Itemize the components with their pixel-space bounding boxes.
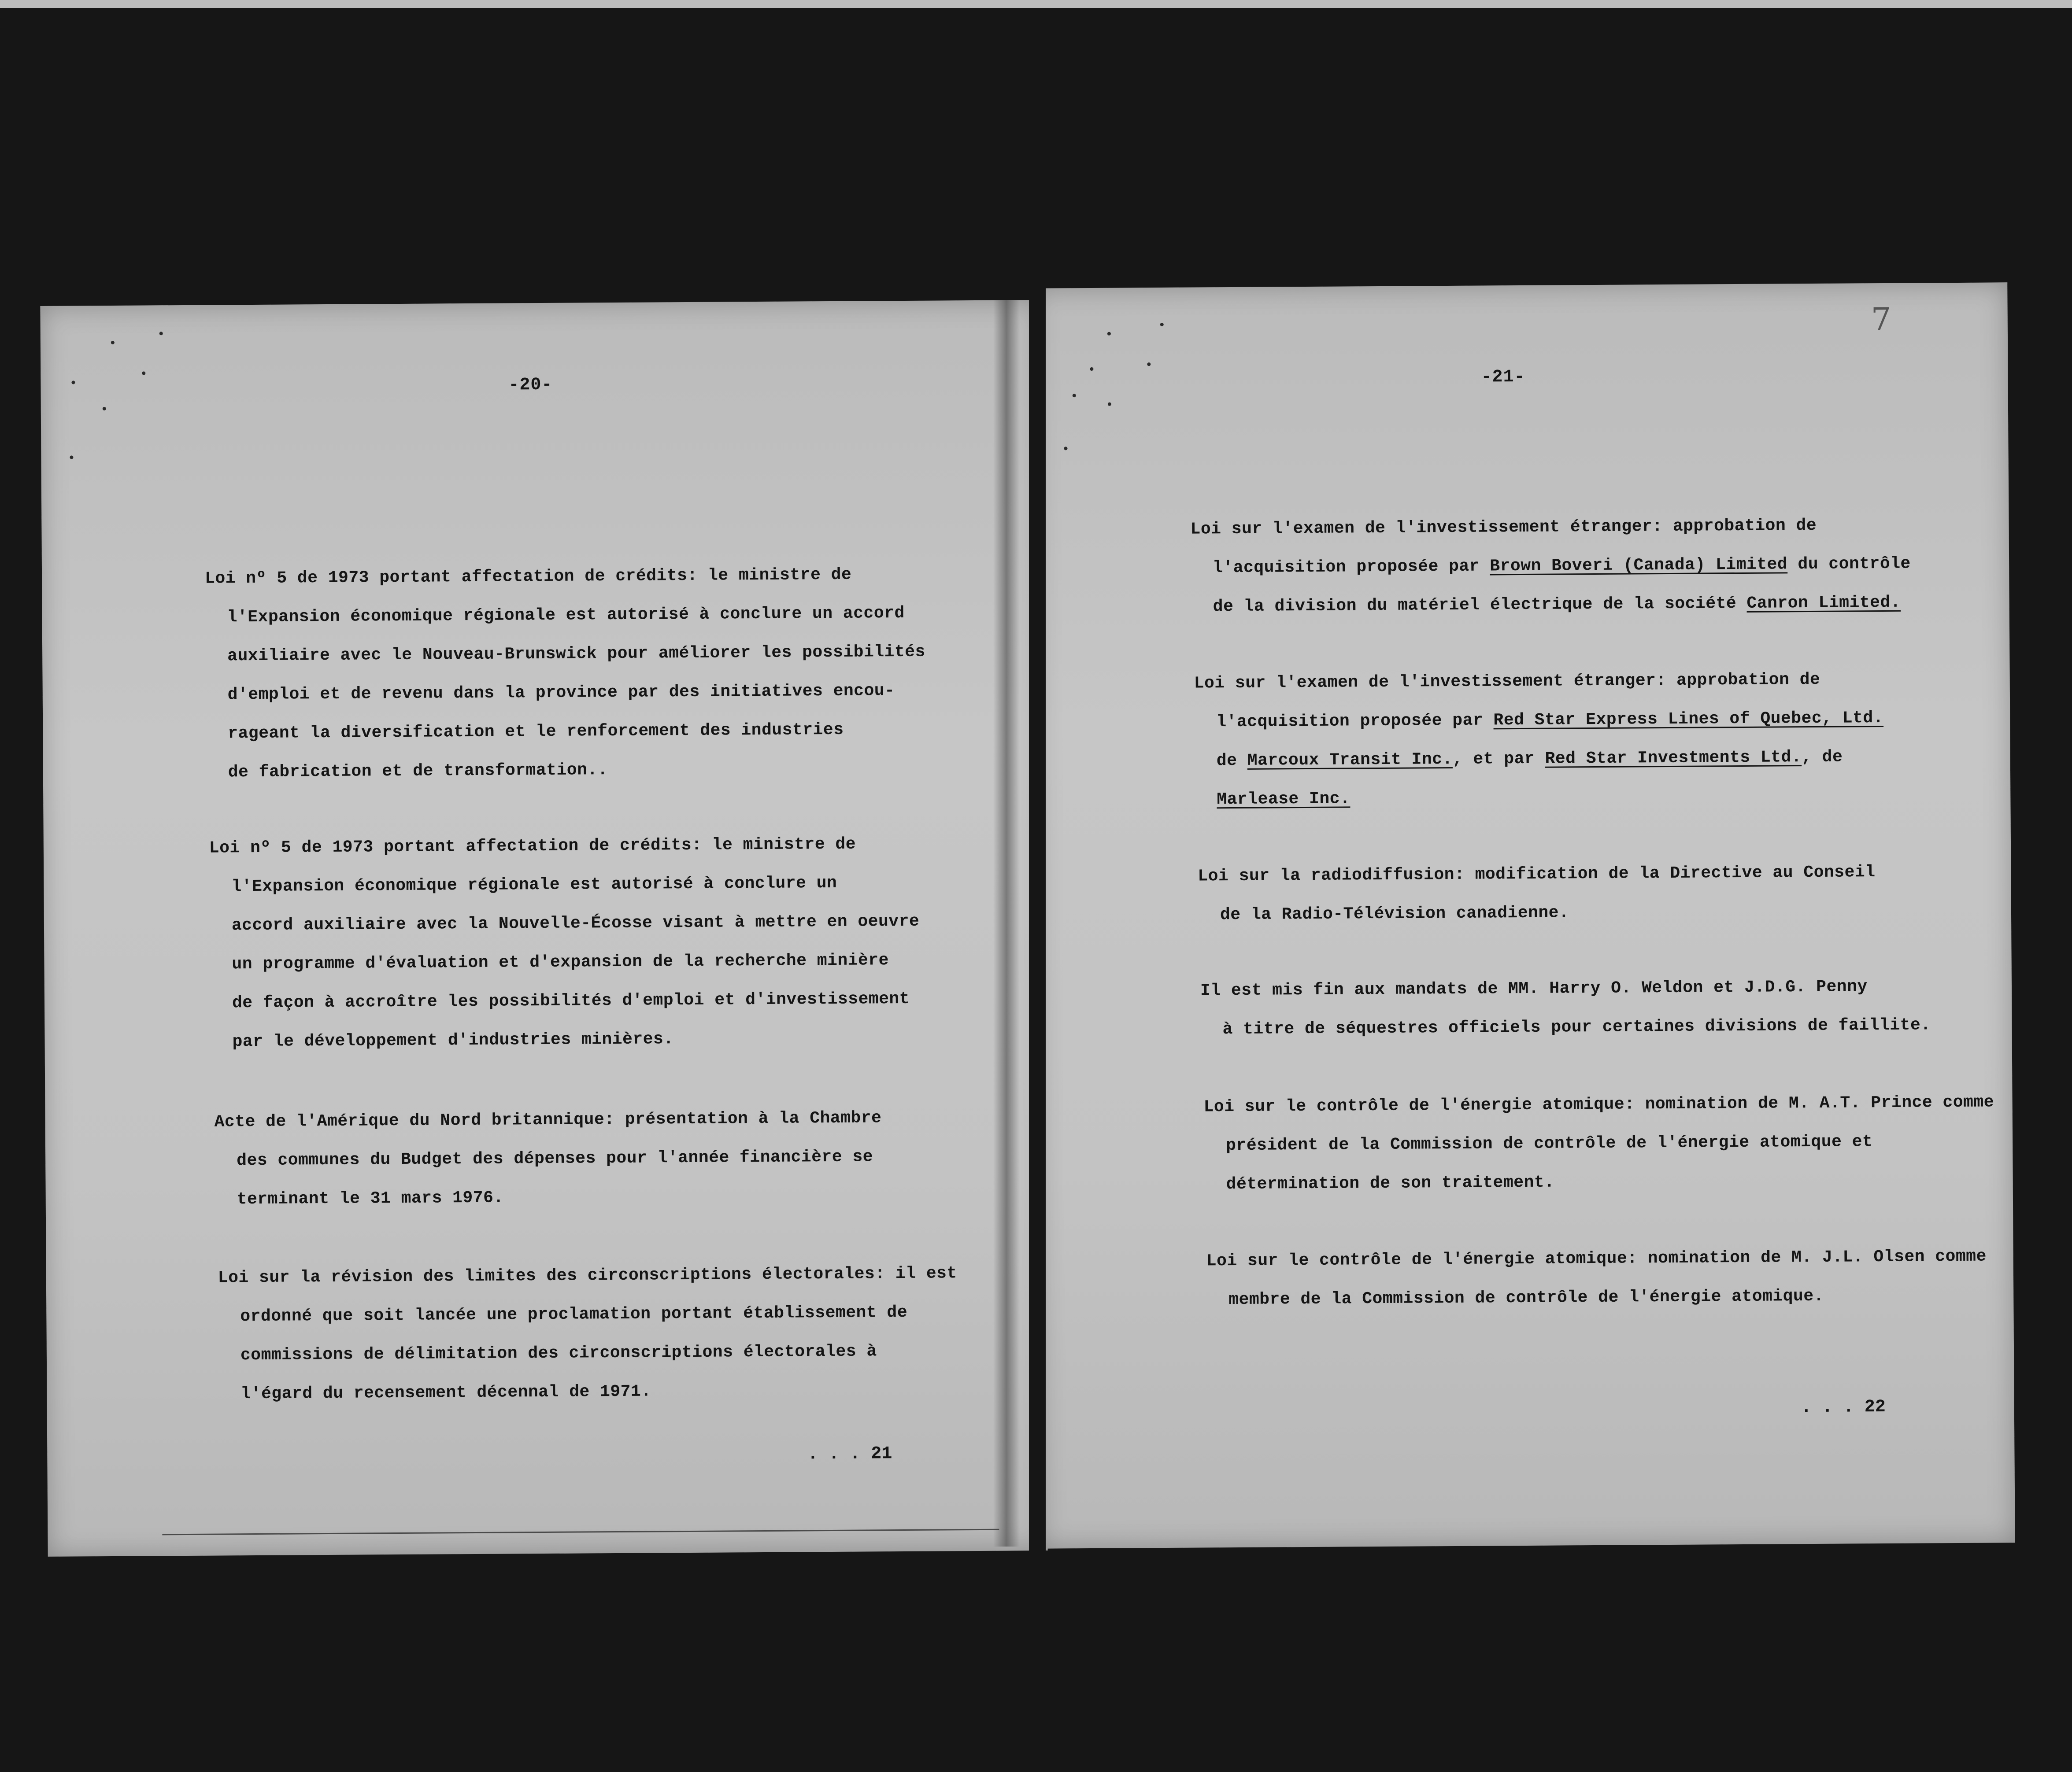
text-line: l'Expansion économique régionale est autorisé à conclure un [231,873,837,897]
underlined-name: Canron Limited. [1746,593,1901,613]
page-number: -21- [1481,367,1525,388]
text-line: à titre de séquestres officiels pour certaines divisions de faillite. [1222,1015,1931,1039]
text-line [1217,789,1350,809]
text-line: l'égard du recensement décennal de 1971. [240,1382,651,1404]
text-line: membre de la Commission de contrôle de l'énergie atomique. [1228,1286,1824,1310]
speck [1147,362,1151,366]
page-seam [1029,285,1046,1554]
film-edge [0,0,2072,8]
text-line: Acte de l'Amérique du Nord britannique: présentation à la Chambre [214,1108,882,1132]
text-line: un programme d'évaluation et d'expansion de la recherche minière [232,951,889,974]
handwritten-mark: 7 [1871,300,1891,338]
text-line: de fabrication et de transformation.. [228,760,608,782]
text-line: Loi nº 5 de 1973 portant affectation de crédits: le ministre de [205,565,852,588]
speck [142,372,145,375]
text-line: Loi nº 5 de 1973 portant affectation de crédits: le ministre de [209,834,856,858]
binding-shadow [993,300,1020,1547]
underlined-name: Brown Boveri (Canada) Limited [1490,555,1788,576]
text-line: Loi sur la révision des limites des circonscriptions électorales: il est [218,1264,957,1288]
underlined-name: Marcoux Transit Inc. [1247,749,1453,770]
text-line: l'Expansion économique régionale est autorisé à conclure un accord [227,603,905,627]
text-line: Loi sur l'examen de l'investissement étranger: approbation de [1194,670,1820,693]
page-number: -20- [508,375,553,395]
speck [1160,323,1164,326]
speck [70,456,73,459]
text-line: des communes du Budget des dépenses pour l'année financière se [237,1147,873,1170]
text-line: détermination de son traitement. [1226,1173,1555,1194]
speck [1073,394,1076,397]
text-line: rageant la diversification et le renforcement des industries [228,720,844,743]
underlined-name: Red Star Investments Ltd. [1545,748,1802,768]
text-line: ordonné que soit lancée une proclamation portant établissement de [240,1303,908,1326]
text-line: Loi sur le contrôle de l'énergie atomique: nomination de M. J.L. Olsen comme [1206,1247,1987,1271]
text-line: commissions de délimitation des circonscriptions électorales à [240,1342,877,1365]
text-line: Loi sur le contrôle de l'énergie atomique: nomination de M. A.T. Prince comme [1203,1093,1994,1117]
text-line: accord auxiliaire avec la Nouvelle-Écosse visant à mettre en oeuvre [231,912,920,935]
text-line: Il est mis fin aux mandats de MM. Harry O. Weldon et J.D.G. Penny [1200,977,1868,1000]
text-line: de la Radio-Télévision canadienne. [1220,903,1569,925]
speck [1064,447,1067,450]
speck [159,332,163,335]
text-line: par le développement d'industries minières. [232,1030,674,1052]
speck [71,380,75,384]
continuation-marker: . . . 21 [807,1444,892,1465]
text-line: auxiliaire avec le Nouveau-Brunswick pour améliorer les possibilités [227,642,925,666]
continuation-marker: . . . 22 [1801,1397,1886,1418]
speck [111,341,115,344]
text-line: terminant le 31 mars 1976. [237,1188,504,1209]
text-line: de Marcoux Transit Inc., et par Red Star Investments Ltd., de [1216,747,1843,771]
speck [1108,402,1111,406]
text-line: l'acquisition proposée par Brown Boveri (Canada) Limited du contrôle [1213,554,1911,578]
page-rule [162,1529,999,1536]
text-line: Loi sur la radiodiffusion: modification de la Directive au Conseil [1198,863,1876,886]
underlined-name: Red Star Express Lines of Quebec, Ltd. [1493,709,1884,730]
text-line: d'emploi et de revenu dans la province par des initiatives encou- [227,681,895,705]
text-line: de la division du matériel électrique de la société Canron Limited. [1213,593,1901,617]
text-line: l'acquisition proposée par Red Star Express Lines of Quebec, Ltd. [1216,709,1884,732]
right-page [1032,282,2015,1548]
speck [1107,332,1111,336]
text-line: président de la Commission de contrôle de l'énergie atomique et [1226,1132,1873,1155]
text-line: Loi sur l'examen de l'investissement étranger: approbation de [1190,516,1817,539]
speck [103,407,106,410]
text-line: de façon à accroître les possibilités d'emploi et d'investissement [232,989,910,1013]
speck [1090,367,1093,371]
left-page [40,300,1047,1557]
underlined-name: Marlease Inc. [1217,789,1350,809]
